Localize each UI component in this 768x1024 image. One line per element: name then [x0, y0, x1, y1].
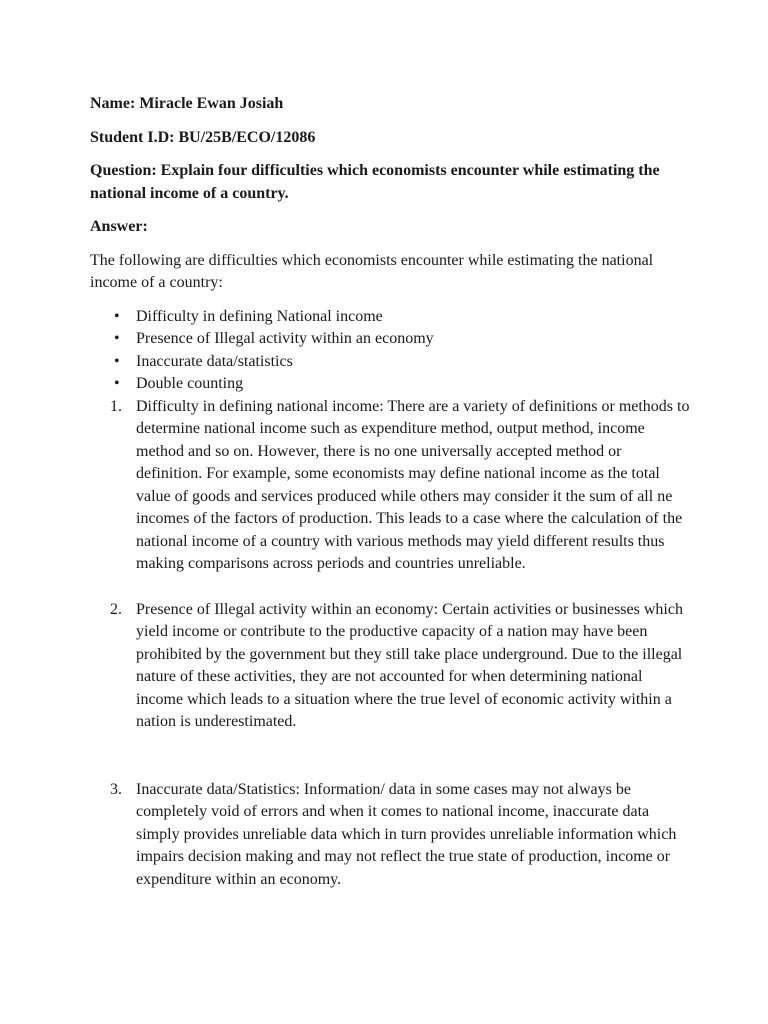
bullet-icon: • [114, 375, 120, 392]
item-text: Difficulty in defining national income: There are a variety of definitions or methods to determine national income such as expenditure method, output method, income method and so on. However, there is no one universally accepted method or definition. For example, some economists may define national income as the total value of goods and services produced while others may consider it the sum of all ne incomes of the factors of production. This leads to a case where the calculation of the national income of a country with various methods may yield different results thus making comparisons across periods and countries unreliable. [136, 397, 690, 572]
item-number: 3. [110, 780, 122, 798]
difficulties-bullet-list [90, 306, 690, 396]
student-id: Student I.D: BU/25B/ECO/12086 [90, 128, 316, 146]
bullet-item [90, 373, 690, 396]
item-text: Presence of Illegal activity within an economy: Certain activities or businesses which yield income or contribute to the productive capacity of a nation may have been prohibited by the government but they still take place underground. Due to the illegal nature of these activities, they are not accounted for when determining national income which leads to a situation where the true level of economic activity within a nation is underestimated. [136, 600, 683, 730]
answer-label: Answer: [90, 218, 148, 235]
bullet-icon: • [114, 330, 120, 347]
bullet-text: Double counting [136, 375, 244, 392]
bullet-icon: • [114, 307, 120, 325]
intro-paragraph: The following are difficulties which economists encounter while estimating the national income of a country: [90, 251, 654, 291]
explanation-numbered-list [90, 396, 690, 892]
numbered-item [90, 396, 690, 576]
item-number: 2. [110, 600, 122, 618]
bullet-item [90, 328, 690, 351]
document-page [90, 93, 690, 891]
item-text: Inaccurate data/Statistics: Information/ data in some cases may not always be completely void of errors and when it comes to national income, inaccurate data simply provides unreliable data which in turn provides unreliable information which impairs decision making and may not reflect the true state of production, income or expenditure within an economy. [136, 780, 677, 888]
bullet-text: Inaccurate data/statistics [136, 352, 293, 370]
item-number: 1. [110, 397, 122, 415]
student-name: Name: Miracle Ewan Josiah [90, 95, 284, 112]
bullet-text: Difficulty in defining National income [136, 307, 383, 325]
question-text: Question: Explain four difficulties which economists encounter while estimating the national income of a country. [90, 162, 660, 202]
bullet-item [90, 351, 690, 374]
numbered-item [90, 599, 690, 734]
bullet-item [90, 306, 690, 329]
bullet-icon: • [114, 352, 120, 370]
numbered-item [90, 779, 690, 892]
bullet-text: Presence of Illegal activity within an economy [136, 330, 434, 347]
